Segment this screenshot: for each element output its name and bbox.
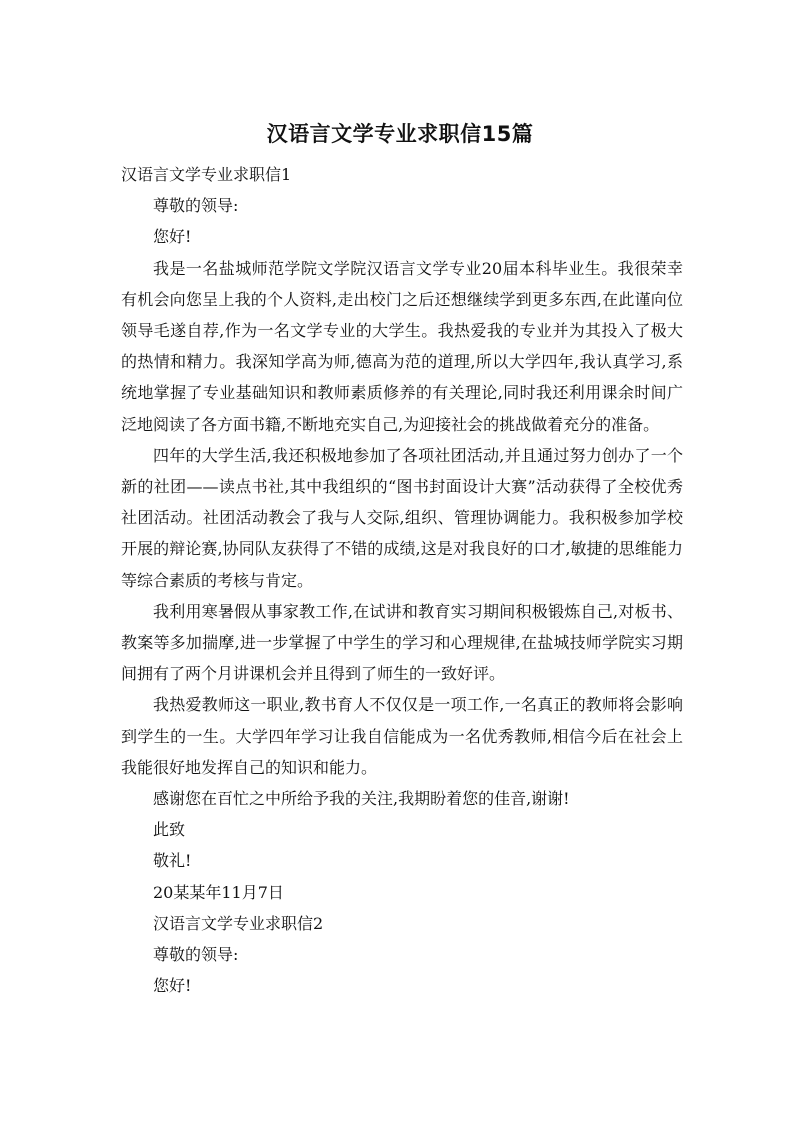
letter1-paragraph-2: 四年的大学生活,我还积极地参加了各项社团活动,并且通过努力创办了一个新的社团——读点书社,其中我组织的“图书封面设计大赛”活动获得了全校优秀社团活动。社团活动教会了我与人交际,组织、管理协调能力。我积极参加学校开展的辩论赛,协同队友获得了不错的成绩,这是对我良好的口才,敏捷的思维能力等综合素质的考核与肯定。 xyxy=(121,445,683,590)
letter2-salutation: 尊敬的领导: xyxy=(153,945,239,965)
letter1-closing: 此致 xyxy=(153,820,186,840)
document-body xyxy=(121,159,683,1001)
document-title: 汉语言文学专业求职信15篇 xyxy=(266,122,534,146)
letter1-salutation: 尊敬的领导: xyxy=(153,196,239,216)
letter1-paragraph-3: 我利用寒暑假从事家教工作,在试讲和教育实习期间积极锻炼自己,对板书、教案等多加揣摩,进一步掌握了中学生的学习和心理规律,在盐城技师学院实习期间拥有了两个月讲课机会并且得到了师生的一致好评。 xyxy=(121,601,683,684)
letter1-regards: 敬礼! xyxy=(153,851,192,871)
letter1-paragraph-1: 我是一名盐城师范学院文学院汉语言文学专业20届本科毕业生。我很荣幸有机会向您呈上我的个人资料,走出校门之后还想继续学到更多东西,在此谨向位领导毛遂自荐,作为一名文学专业的大学生。我热爱我的专业并为其投入了极大的热情和精力。我深知学高为师,德高为范的道理,所以大学四年,我认真学习,系统地掌握了专业基础知识和教师素质修养的有关理论,同时我还利用课余时间广泛地阅读了各方面书籍,不断地充实自己,为迎接社会的挑战做着充分的准备。 xyxy=(121,258,683,434)
letter1-heading: 汉语言文学专业求职信1 xyxy=(121,165,292,184)
letter1-paragraph-4: 我热爱教师这一职业,教书育人不仅仅是一项工作,一名真正的教师将会影响到学生的一生。大学四年学习让我自信能成为一名优秀教师,相信今后在社会上我能很好地发挥自己的知识和能力。 xyxy=(121,695,683,777)
letter1-greeting: 您好! xyxy=(153,227,192,247)
letter2-greeting: 您好! xyxy=(153,976,192,996)
letter2-heading: 汉语言文学专业求职信2 xyxy=(153,913,324,933)
letter1-date: 20某某年11月7日 xyxy=(153,882,284,902)
letter1-paragraph-5: 感谢您在百忙之中所给予我的关注,我期盼着您的佳音,谢谢! xyxy=(153,789,570,809)
